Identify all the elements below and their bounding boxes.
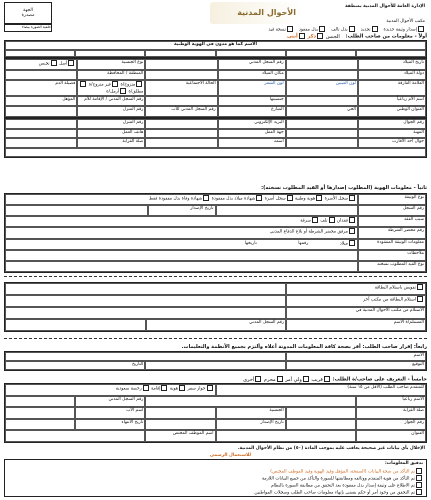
photo-note: خلفية الصورة بيضاء [21, 25, 51, 29]
request-new[interactable]: إصدار وثيقة جديدة [384, 26, 425, 33]
receive-office-field[interactable] [5, 307, 286, 319]
loss-type-label: سبب الفقد [358, 216, 426, 227]
recipient-record-label: رقم السجل المدني [146, 319, 287, 331]
logo-text: الأحوال المدنية [237, 8, 296, 17]
gender-female: أنثى [287, 33, 298, 40]
checkbox[interactable] [312, 217, 318, 223]
home-phone-2-field[interactable] [5, 119, 77, 129]
request-type-row [125, 26, 425, 33]
personal-info-table [4, 58, 427, 118]
ident-expiry-label: تاريخ الانتهاء [75, 419, 145, 431]
verification-line-2: تم التأكد من هوية المتقدم ووثائقه ومطابقتها للصورة والتأكد من جميع البيانات اللازمة [262, 475, 423, 482]
checkbox[interactable] [120, 88, 126, 94]
name-table [4, 40, 427, 58]
official-use-label: للاستعمال الرسمي [209, 453, 251, 458]
verification-line-3: تم الاطلاع على وثيقة إصدار بدل مفقودة بعد التحقق من مطابقة الصورة بالنظام [271, 482, 423, 489]
police-report-field[interactable]: مرفق محضر الشرطة أو بلاغ الدفاع المدني [5, 227, 358, 238]
loss-options: فقدان تلف سرقة [5, 216, 358, 227]
nationality-type-field[interactable]: أصل تجنس [5, 59, 77, 70]
address-label: العنوان الوطني [358, 106, 426, 117]
issuer-label: الجهة [23, 8, 33, 13]
mother-name-field[interactable] [286, 96, 358, 107]
request-copy[interactable]: نسخة قيد [268, 26, 293, 33]
checkbox[interactable] [417, 296, 423, 302]
email-field[interactable] [145, 119, 217, 129]
ident-relation-label: صلة القرابة [356, 407, 426, 419]
checkbox[interactable] [161, 385, 167, 391]
issuer-box [4, 2, 52, 24]
notes-field[interactable] [5, 250, 358, 261]
document-info-table [4, 193, 427, 273]
name-row-label: الاسم كما هو مدون في الهوية الوطنية [5, 41, 426, 50]
checkbox[interactable] [416, 468, 422, 474]
section-1-title: أولاً - معلومات من صاحب الطلب: الجنس ذكر أنثى [287, 33, 427, 40]
checkbox[interactable] [317, 33, 323, 39]
issue-date-field[interactable] [5, 205, 148, 216]
divider [4, 276, 427, 277]
region-label: المنطقة / المحافظة [77, 70, 145, 81]
gender-male: ذكر [307, 33, 317, 40]
mobile-label: رقم الجوال [358, 119, 426, 129]
lost-doc-field[interactable]: ميلاد رقمها تاريخها [5, 239, 358, 250]
ident-father-label: اسم الأب [75, 407, 145, 419]
ident-passport-label: رقم الجواز [356, 419, 426, 431]
ident-father-field[interactable] [5, 407, 75, 419]
verification-title: تدقيق المعلومات: [385, 461, 423, 466]
ident-address-label: العنوان [356, 430, 426, 442]
email-label: البريد الإلكتروني [218, 119, 286, 129]
home-phone-field[interactable] [5, 106, 77, 117]
birth-country-label: دولة الميلاد [358, 70, 426, 81]
ident-nationality-label: الجنسية [216, 407, 286, 419]
recipient-record-field[interactable] [5, 319, 146, 331]
employer-label: جهة العمل [218, 129, 286, 139]
declaration-date-label: التاريخ [5, 361, 145, 370]
receive-other-field[interactable] [5, 295, 286, 307]
birth-place-label: مكان الميلاد [218, 70, 286, 81]
checkbox[interactable] [416, 475, 422, 481]
checkbox[interactable] [329, 217, 335, 223]
nationality-type-label: نوع الجنسية [77, 59, 145, 70]
org-line-1: الإدارة العامة للأحوال المدنية بمنطقة [345, 4, 425, 9]
ident-id-types: جواز سفر هوية إقامة رخصة سعودية [5, 384, 216, 396]
ident-name-label: الاسم رباعياً [356, 396, 426, 408]
checkbox[interactable] [319, 26, 325, 32]
ident-expiry-field[interactable] [5, 419, 75, 431]
record-no-field[interactable] [216, 205, 359, 216]
declaration-table [4, 351, 427, 371]
birth-country-field[interactable] [286, 70, 358, 81]
receive-office-label: الاستلام من مكتب الأحوال المدنية في [286, 307, 426, 319]
district-label: الحي [286, 106, 358, 117]
divider [4, 338, 427, 339]
checkbox[interactable] [179, 385, 185, 391]
mobile-field[interactable] [286, 119, 358, 129]
name-field[interactable] [216, 50, 286, 57]
doc-type-label: نوع الوثيقة [358, 194, 426, 205]
marital-status-label: الحالة الاجتماعية [145, 80, 217, 96]
request-renew[interactable]: تجديد [361, 26, 379, 33]
relative-mobile-field[interactable] [286, 138, 358, 148]
checkbox[interactable] [299, 33, 305, 39]
identifier-table [4, 383, 427, 443]
ident-relation-field[interactable] [286, 407, 356, 419]
civil-record-label: رقم السجل المدني [218, 59, 286, 70]
declaration-signature-field[interactable] [145, 361, 285, 370]
section-5-title: خامساً - التعريف على صاحب/ة الطلب: قريب ولي أمر محرم أخرى [243, 376, 427, 383]
checkbox[interactable] [51, 60, 57, 66]
checkbox[interactable] [80, 81, 86, 87]
profession-field[interactable] [286, 129, 358, 139]
legal-warning: الإخلال بأي بيانات غير صحيحة يعاقب عليه بموجب المادة (٥٠) من نظام الأحوال المدنية. [237, 446, 425, 451]
name-field[interactable] [75, 50, 145, 57]
eye-color-label: لون العينين [286, 80, 358, 96]
checkbox[interactable] [349, 228, 355, 234]
official-field[interactable] [5, 430, 145, 442]
checkbox[interactable] [349, 195, 355, 201]
spacer-row [5, 148, 426, 158]
mother-name-label: اسم الأم رباعياً [358, 96, 426, 107]
home-phone-label: رقم المنزل [77, 106, 145, 117]
home-phone-2-label: رقم المنزل [77, 119, 145, 129]
section-2-title: ثانياً - معلومات الهوية (المطلوب إصدارها أو القيد المطلوب نسخته): [261, 185, 427, 191]
copy-type-field[interactable] [5, 261, 358, 272]
issuer-value: مصدرة [21, 13, 35, 18]
checkbox[interactable] [277, 376, 283, 382]
receive-other-label: استلام البطاقة من مكتب آخر [286, 295, 426, 307]
relative-name-label: اسمه [218, 138, 286, 148]
request-lost[interactable]: بدل مفقود [299, 26, 326, 33]
delivery-field[interactable] [5, 283, 286, 295]
hair-color-label: لون الشعر [218, 80, 286, 96]
record-no-label: رقم السجل [358, 205, 426, 216]
doc-type-options: سجل الأسرة هوية وطنية سجل أسرة شهادة ميلاد بدل مفقودة شهادة وفاة بدل مفقودة فقط [5, 194, 358, 205]
ident-address-field[interactable] [216, 430, 356, 442]
ident-age-note: للمتقدم صاحب الطلب (الأقل من ١٥ سنة) [216, 384, 426, 396]
name-field[interactable] [5, 50, 75, 57]
checkbox[interactable] [207, 385, 213, 391]
employer-field[interactable] [145, 129, 217, 139]
relationship-label: صلة القرابة [77, 138, 145, 148]
profession-label: المهنة [358, 129, 426, 139]
checkbox[interactable] [203, 195, 209, 201]
name-field[interactable] [286, 50, 356, 57]
ident-record-field[interactable] [5, 396, 75, 408]
checkbox[interactable] [136, 81, 142, 87]
ident-issue-field[interactable] [145, 419, 215, 431]
checkbox[interactable] [418, 26, 424, 32]
checkbox[interactable] [349, 240, 355, 246]
checkbox[interactable] [287, 195, 293, 201]
qualification-label: المؤهل [5, 96, 77, 107]
checkbox[interactable] [349, 26, 355, 32]
marital-status-field[interactable]: متزوج/ة غير متزوج/ة مطلق/ة أرمل/ة [77, 80, 145, 96]
region-field[interactable] [5, 70, 77, 81]
issue-date-label: تاريخ الإصدار [148, 205, 216, 216]
name-field[interactable] [145, 50, 215, 57]
verification-line-4: تم التحقق من وجود أمر أو حكم يقضي بإنهاء معلومات صاحب الطلب وسجلات المواطنين [254, 489, 423, 496]
delivery-label: تفويض باستلام البطاقة [286, 283, 426, 295]
birth-date-label: تاريخ الميلاد [358, 59, 426, 70]
police-report-label: رقم محضر الشرطة [358, 227, 426, 238]
birth-place-field[interactable] [145, 70, 217, 81]
birth-date-field[interactable] [286, 59, 358, 70]
ident-nationality-field[interactable] [145, 407, 215, 419]
section-4-title: رابعاً: إقرار صاحب الطلب: أقر بصحة كافة المعلومات المدونة أعلاه وألتزم بجميع الأنظمة والتعليمات. [181, 344, 427, 350]
work-phone-field[interactable] [5, 129, 77, 139]
relationship-field[interactable] [5, 138, 77, 148]
checkbox[interactable] [416, 482, 422, 488]
photo-note-box [4, 24, 52, 32]
checkbox[interactable] [287, 26, 293, 32]
ident-record-label: رقم السجل المدني [75, 396, 145, 408]
verification-line-1: تم التأكد من صحة البيانات (الصفحة، المؤهل وقيد الهوية وقيد الموظف المختص) [270, 468, 423, 475]
checkbox[interactable] [316, 195, 322, 201]
mother-nat-field[interactable] [145, 96, 217, 107]
mother-nat-label: جنسيتها [218, 96, 286, 107]
contact-info-table [4, 118, 427, 158]
checkbox[interactable] [349, 217, 355, 223]
checkbox[interactable] [303, 376, 309, 382]
org-line-2: مكتب الأحوال المدنية [386, 19, 425, 24]
checkbox[interactable] [255, 376, 261, 382]
declaration-name-label: الاسم [286, 352, 426, 361]
official-label: اسم الموظف المختص [145, 430, 215, 442]
request-damaged[interactable]: بدل تالف [331, 26, 356, 33]
mother-record-label: رقم السجل المدني / الإقامة للأم [77, 96, 145, 107]
verification-box [4, 459, 427, 497]
declaration-signature-label: التوقيع [286, 361, 426, 370]
ident-passport-field[interactable] [286, 419, 356, 431]
checkbox[interactable] [112, 81, 118, 87]
copy-type-label: نوع القيد المطلوب نسخته [358, 261, 426, 272]
org-header [345, 4, 425, 24]
checkbox[interactable] [324, 376, 330, 382]
checkbox[interactable] [68, 60, 74, 66]
checkbox[interactable] [143, 385, 149, 391]
logo [210, 2, 302, 24]
declaration-name-field[interactable] [5, 352, 286, 361]
civil-record-field[interactable] [145, 59, 217, 70]
marks-label: العلامة الفارقة [358, 80, 426, 96]
checkbox[interactable] [256, 195, 262, 201]
checkbox[interactable] [416, 489, 422, 495]
relative-name-field[interactable] [145, 138, 217, 148]
ident-name-field[interactable] [145, 396, 356, 408]
checkbox[interactable] [417, 284, 423, 290]
relative-mobile-label: جوال أحد الأقارب [358, 138, 426, 148]
ident-issue-label: تاريخ الإصدار [216, 419, 286, 431]
name-field[interactable] [356, 50, 426, 57]
blood-type-label: فصيلة الدم [5, 80, 77, 96]
checkbox[interactable] [372, 26, 378, 32]
lost-doc-label: معلومات الوثيقة المفقودة [358, 239, 426, 250]
work-phone-label: هاتف العمل [77, 129, 145, 139]
notes-label: ملاحظات [358, 250, 426, 261]
street-label: الشارع [218, 106, 286, 117]
recipient-name-label: المستلم/ة الاسم [286, 319, 426, 331]
father-record-label: رقم السجل المدني للأب [145, 106, 217, 117]
delivery-table [4, 282, 427, 332]
